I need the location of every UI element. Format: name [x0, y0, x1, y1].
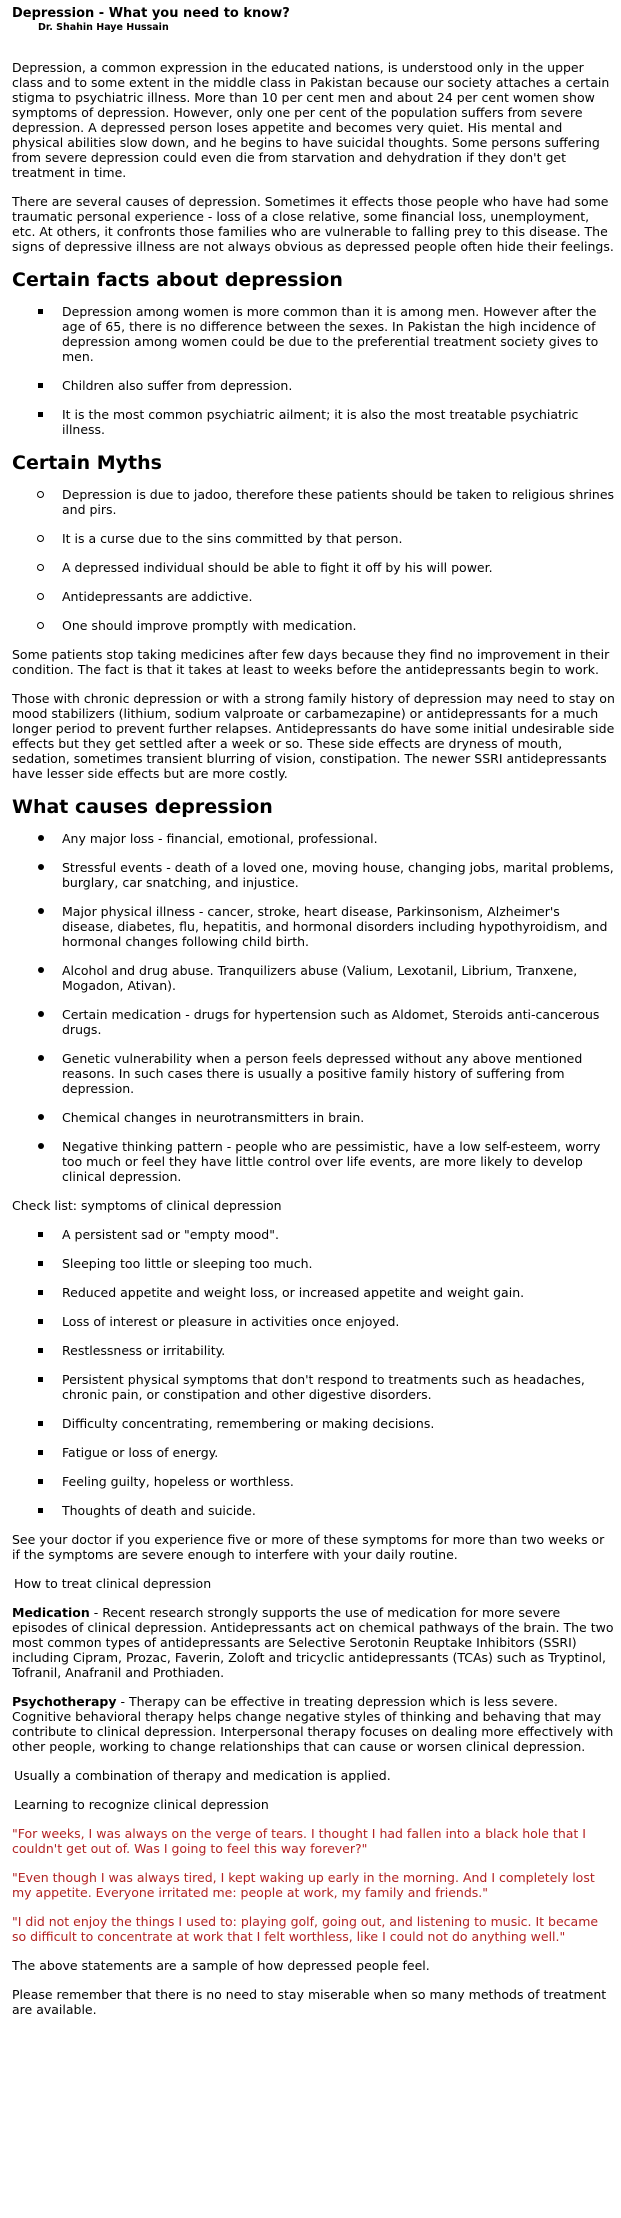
list-item: It is a curse due to the sins committed by that person.: [12, 531, 615, 546]
list-item: Reduced appetite and weight loss, or increased appetite and weight gain.: [12, 1285, 615, 1300]
psychotherapy-text: - Therapy can be effective in treating depression which is less severe. Cognitive behavioral therapy helps change negative styles of thinking and behaving that may contribute to clinical depression. Interpersonal therapy focuses on dealing more effectively with other people, working to change relationships that can cause or worsen clinical depression.: [12, 1694, 614, 1754]
list-item: Major physical illness - cancer, stroke, heart disease, Parkinsonism, Alzheimer's disease, diabetes, flu, hepatitis, and hormonal disorders including hypothyroidism, and hormonal changes following child birth.: [12, 904, 615, 949]
causes-list: [12, 831, 615, 1184]
list-item: A persistent sad or "empty mood".: [12, 1227, 615, 1242]
list-item: Genetic vulnerability when a person feels depressed without any above mentioned reasons. In such cases there is usually a positive family history of suffering from depression.: [12, 1051, 615, 1096]
list-item: Certain medication - drugs for hypertension such as Aldomet, Steroids anti-cancerous drugs.: [12, 1007, 615, 1037]
list-item: Sleeping too little or sleeping too much.: [12, 1256, 615, 1271]
list-item: Depression is due to jadoo, therefore these patients should be taken to religious shrines and pirs.: [12, 487, 615, 517]
medication-paragraph: [12, 1605, 615, 1680]
list-item: Fatigue or loss of energy.: [12, 1445, 615, 1460]
list-item: Loss of interest or pleasure in activities once enjoyed.: [12, 1314, 615, 1329]
list-item: Difficulty concentrating, remembering or making decisions.: [12, 1416, 615, 1431]
intro-paragraph: Depression, a common expression in the educated nations, is understood only in the upper class and to some extent in the middle class in Pakistan because our society attaches a certain stigma to psychiatric illness. More than 10 per cent men and about 24 per cent women show symptoms of depression. However, only one per cent of the population suffers from severe depression. A depressed person loses appetite and becomes very quiet. His mental and physical abilities slow down, and he begins to have suicidal thoughts. Some persons suffering from severe depression could even die from starvation and dehydration if they don't get treatment in time.: [12, 60, 610, 180]
article-title: Depression - What you need to know?: [12, 6, 290, 21]
list-item: Thoughts of death and suicide.: [12, 1503, 615, 1518]
see-doctor-paragraph: See your doctor if you experience five or more of these symptoms for more than two weeks or if the symptoms are severe enough to interfere with your daily routine.: [12, 1532, 605, 1562]
list-item: Negative thinking pattern - people who are pessimistic, have a low self-esteem, worry too much or feel they have little control over life events, are more likely to develop clinical depression.: [12, 1139, 615, 1184]
list-item: Feeling guilty, hopeless or worthless.: [12, 1474, 615, 1489]
list-item: Antidepressants are addictive.: [12, 589, 615, 604]
intro-paragraph: There are several causes of depression. Sometimes it effects those people who have had some traumatic personal experience - loss of a close relative, some financial loss, unemployment, etc. At others, it confronts those families who are vulnerable to falling prey to this disease. The signs of depressive illness are not always obvious as depressed people often hide their feelings.: [12, 194, 614, 254]
myths-heading: Certain Myths: [12, 452, 162, 474]
list-item: Children also suffer from depression.: [12, 378, 615, 393]
medication-lead: Medication: [12, 1605, 90, 1620]
list-item: Persistent physical symptoms that don't respond to treatments such as headaches, chronic pain, or constipation and other digestive disorders.: [12, 1372, 615, 1402]
medication-text: - Recent research strongly supports the use of medication for more severe episodes of clinical depression. Antidepressants act on chemical pathways of the brain. The two most common types of antidepressants are Selective Serotonin Reuptake Inhibitors (SSRI) including Cipram, Prozac, Faverin, Zoloft and tricyclic antidepressants (TCAs) such as Tryptinol, Tofranil, Anafranil and Prothiaden.: [12, 1605, 614, 1680]
list-item: It is the most common psychiatric ailment; it is also the most treatable psychiatric illness.: [12, 407, 615, 437]
psychotherapy-lead: Psychotherapy: [12, 1694, 117, 1709]
checklist-label: Check list: symptoms of clinical depression: [12, 1198, 282, 1213]
list-item: Restlessness or irritability.: [12, 1343, 615, 1358]
article-author: Dr. Shahin Haye Hussain: [38, 22, 169, 33]
quote-paragraph: "For weeks, I was always on the verge of tears. I thought I had fallen into a black hole that I couldn't get out of. Was I going to feel this way forever?": [12, 1826, 586, 1856]
quote-paragraph: "Even though I was always tired, I kept waking up early in the morning. And I completely lost my appetite. Everyone irritated me: people at work, my family and friends.": [12, 1870, 595, 1900]
treat-label: How to treat clinical depression: [14, 1576, 212, 1591]
causes-heading: What causes depression: [12, 796, 273, 818]
recognize-label: Learning to recognize clinical depression: [14, 1797, 269, 1812]
symptoms-list: [12, 1227, 615, 1518]
list-item: A depressed individual should be able to fight it off by his will power.: [12, 560, 615, 575]
list-item: Depression among women is more common than it is among men. However after the age of 65, there is no difference between the sexes. In Pakistan the high incidence of depression among women could be due to the preferential treatment society gives to men.: [12, 304, 615, 364]
body-paragraph: Some patients stop taking medicines after few days because they find no improvement in their condition. The fact is that it takes at least to weeks before the antidepressants begin to work.: [12, 647, 610, 677]
list-item: Chemical changes in neurotransmitters in brain.: [12, 1110, 615, 1125]
myths-list: [12, 487, 615, 633]
list-item: One should improve promptly with medication.: [12, 618, 615, 633]
list-item: Any major loss - financial, emotional, professional.: [12, 831, 615, 846]
psychotherapy-paragraph: [12, 1694, 615, 1754]
list-item: Alcohol and drug abuse. Tranquilizers abuse (Valium, Lexotanil, Librium, Tranxene, Mogadon, Ativan).: [12, 963, 615, 993]
facts-heading: Certain facts about depression: [12, 269, 343, 291]
sample-note: The above statements are a sample of how depressed people feel.: [12, 1958, 430, 1973]
quote-paragraph: "I did not enjoy the things I used to: playing golf, going out, and listening to music. It became so difficult to concentrate at work that I felt worthless, like I could not do anything well.": [12, 1914, 599, 1944]
closing-paragraph: Please remember that there is no need to stay miserable when so many methods of treatment are available.: [12, 1987, 607, 2017]
list-item: Stressful events - death of a loved one, moving house, changing jobs, marital problems, burglary, car snatching, and injustice.: [12, 860, 615, 890]
body-paragraph: Those with chronic depression or with a strong family history of depression may need to stay on mood stabilizers (lithium, sodium valproate or carbamezapine) or antidepressants for a much longer period to prevent further relapses. Antidepressants do have some initial undesirable side effects but they get settled after a week or so. These side effects are dryness of mouth, sedation, sometimes transient blurring of vision, constipation. The newer SSRI antidepressants have lesser side effects but are more costly.: [12, 691, 615, 781]
facts-list: [12, 304, 615, 437]
combination-paragraph: Usually a combination of therapy and medication is applied.: [14, 1768, 391, 1783]
